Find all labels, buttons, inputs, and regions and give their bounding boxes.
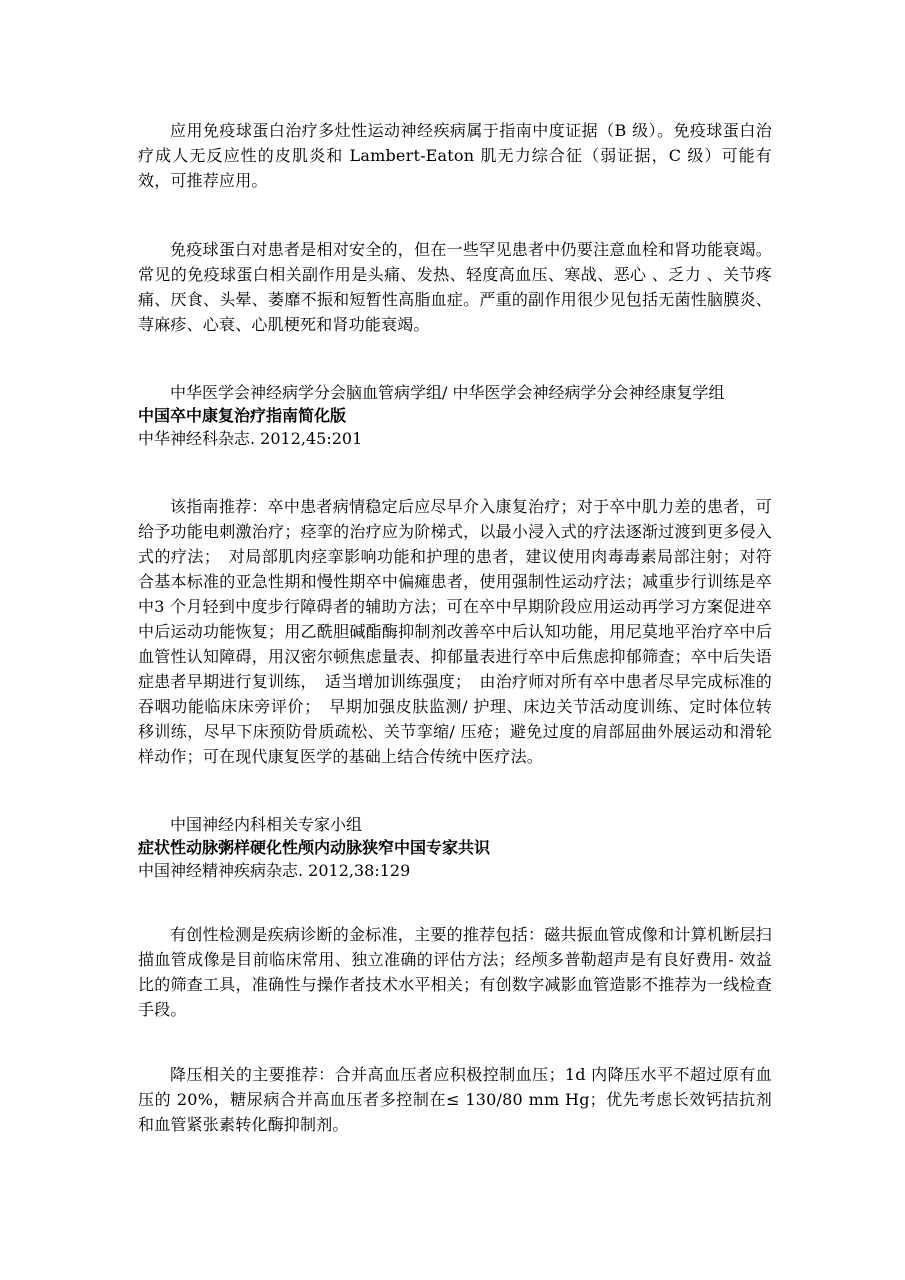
reference-organization: 中华医学会神经病学分会脑血管病学组/ 中华医学会神经病学分会神经康复学组: [170, 383, 725, 402]
paragraph-ivig-safety: 免疫球蛋白对患者是相对安全的，但在一些罕见患者中仍要注意血栓和肾功能衰竭。常见的免疫球蛋白相关副作用是头痛、发热、轻度高血压、寒战、恶心 、乏力 、关节疼痛、厌食、头晕、萎靡不振和短暂性高脂血症。严重的副作用很少见包括无菌性脑膜炎、荨麻疹、心衰、心肌梗死和肾功能衰竭。: [138, 240, 772, 334]
reference-source: 中华神经科杂志. 2012,45:201: [138, 429, 363, 448]
spacer: [138, 450, 772, 494]
paragraph-blood-pressure: 降压相关的主要推荐：合并高血压者应积极控制血压；1d 内降压水平不超过原有血压的 20%，糖尿病合并高血压者多控制在≤ 130/80 mm Hg；优先考虑长效钙拮抗剂和血管紧张素转化酶抑制剂。: [138, 1065, 772, 1134]
spacer: [138, 769, 772, 813]
paragraph-invasive-testing: 有创性检测是疾病诊断的金标准，主要的推荐包括：磁共振血管成像和计算机断层扫描血管成像是目前临床常用、独立准确的评估方法；经颅多普勒超声是有良好费用- 效益比的筛查工具，准确性与操作者技术水平相关；有创数字减影血管造影不推荐为一线检查手段。: [138, 925, 772, 1019]
spacer: [138, 1022, 772, 1062]
spacer: [138, 337, 772, 381]
reference-organization: 中国神经内科相关专家小组: [170, 815, 363, 834]
document-page: [138, 118, 772, 1137]
spacer: [138, 193, 772, 237]
reference-title: 中国卒中康复治疗指南简化版: [138, 406, 347, 425]
reference-source: 中国神经精神疾病杂志. 2012,38:129: [138, 861, 411, 880]
paragraph-ivig-recommendation: 应用免疫球蛋白治疗多灶性运动神经疾病属于指南中度证据（B 级）。免疫球蛋白治疗成人无反应性的皮肌炎和 Lambert-Eaton 肌无力综合征（弱证据，C 级）可能有效，可推荐应用。: [138, 121, 772, 190]
paragraph-stroke-rehab-guideline: 该指南推荐：卒中患者病情稳定后应尽早介入康复治疗；对于卒中肌力差的患者，可给予功能电刺激治疗；痉挛的治疗应为阶梯式，以最小浸入式的疗法逐渐过渡到更多侵入式的疗法； 对局部肌肉痉挛影响功能和护理的患者，建议使用肉毒毒素局部注射；对符合基本标准的亚急性期和慢性期卒中偏瘫患者，使用强制性运动疗法；减重步行训练是卒中3 个月轻到中度步行障碍者的辅助方法；可在卒中早期阶段应用运动再学习方案促进卒中后运动功能恢复；用乙酰胆碱酯酶抑制剂改善卒中后认知功能，用尼莫地平治疗卒中后血管性认知障碍，用汉密尔顿焦虑量表、抑郁量表进行卒中后焦虑抑郁筛查；卒中后失语症患者早期进行复训练， 适当增加训练强度； 由治疗师对所有卒中患者尽早完成标准的吞咽功能临床床旁评价； 早期加强皮肤监测/ 护理、床边关节活动度训练、定时体位转移训练，尽早下床预防骨质疏松、关节挛缩/ 压疮；避免过度的肩部屈曲外展运动和滑轮样动作；可在现代康复医学的基础上结合传统中医疗法。: [138, 497, 772, 766]
spacer: [138, 882, 772, 922]
reference-title: 症状性动脉粥样硬化性颅内动脉狭窄中国专家共识: [138, 838, 491, 857]
